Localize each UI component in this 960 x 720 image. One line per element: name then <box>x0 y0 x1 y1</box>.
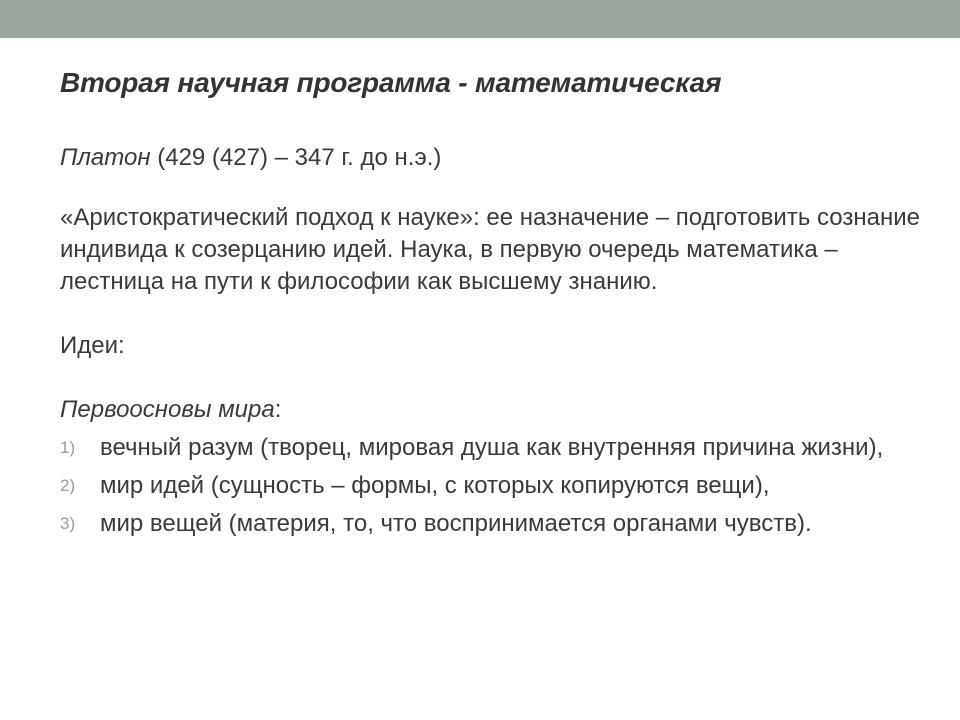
list-item-text: мир идей (сущность – формы, с которых копируются вещи), <box>100 472 770 499</box>
list-number: 3) <box>60 514 76 533</box>
author-line <box>60 142 920 174</box>
list-item <box>60 432 920 464</box>
list-number: 2) <box>60 476 76 495</box>
author-name: Платон <box>60 144 151 171</box>
list-number: 1) <box>60 438 76 457</box>
list-item <box>60 508 920 540</box>
basis-heading <box>60 394 920 426</box>
basis-colon: : <box>274 396 282 423</box>
slide-content <box>60 64 920 546</box>
list-item <box>60 470 920 502</box>
list-item-text: мир вещей (материя, то, что воспринимается органами чувств). <box>100 510 812 537</box>
top-decorative-band <box>0 0 960 38</box>
approach-paragraph: «Аристократический подход к науке»: ее назначение – подготовить сознание индивида к созерцанию идей. Наука, в первую очередь математика – лестница на пути к философии как высшему знанию. <box>60 204 920 295</box>
basis-list <box>60 432 920 540</box>
slide-title: Вторая научная программа - математическая <box>60 67 722 98</box>
list-item-text: вечный разум (творец, мировая душа как внутренняя причина жизни), <box>100 434 884 461</box>
ideas-label: Идеи: <box>60 332 125 359</box>
author-dates: (429 (427) – 347 г. до н.э.) <box>150 144 442 171</box>
basis-label: Первоосновы мира <box>60 396 275 423</box>
